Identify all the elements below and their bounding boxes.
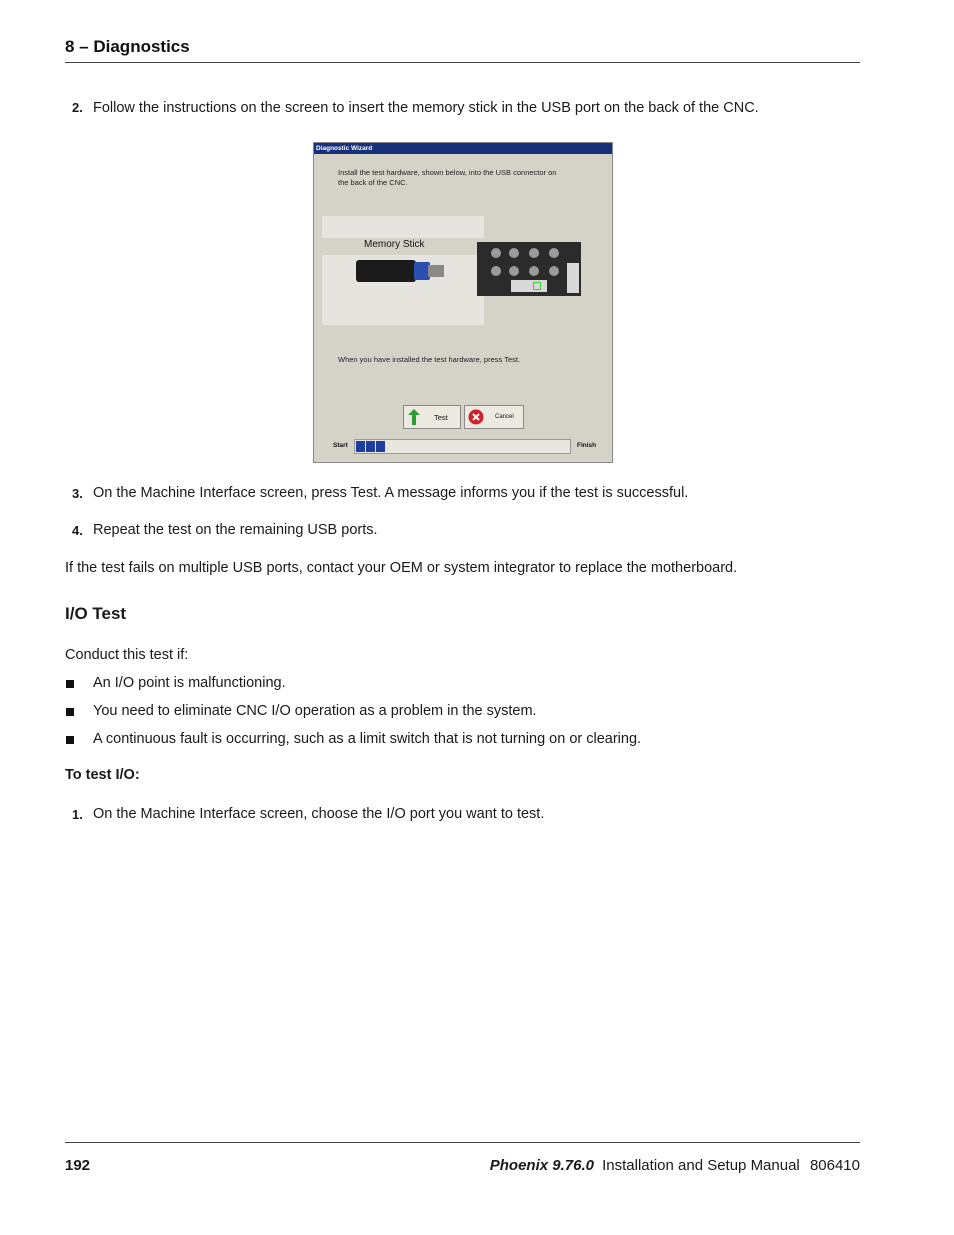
wizard-instruction-line2: the back of the CNC. [338,178,408,187]
wizard-title-bar: Diagnostic Wizard [314,143,612,154]
port-dot [529,248,539,258]
wizard-prompt: When you have installed the test hardware, press Test. [338,355,521,364]
section-heading: I/O Test [65,604,127,623]
wizard-instruction-line1: Install the test hardware, shown below, into the USB connector on [338,168,557,177]
memory-stick-icon [356,260,416,282]
footer-doc-info [490,1157,860,1174]
progress-start-label: Start [333,442,348,449]
step-number: 3. [72,486,83,501]
panel-edge [567,263,579,293]
port-dot [549,248,559,258]
footer-rule [65,1142,860,1143]
port-dot [509,266,519,276]
section-title: 8 – Diagnostics [65,37,190,56]
port-dot [529,266,539,276]
step-text: On the Machine Interface screen, choose the I/O port you want to test. [93,806,545,822]
progress-finish-label: Finish [577,442,597,449]
progress-block [366,441,375,452]
usb-port-highlight [533,282,541,290]
progress-block [356,441,365,452]
memory-stick-label: Memory Stick [364,239,425,250]
close-icon [468,409,484,425]
port-dot [491,266,501,276]
test-button[interactable] [403,405,461,429]
bullet-text: An I/O point is malfunctioning. [93,675,286,691]
port-dot [509,248,519,258]
step-number: 4. [72,523,83,538]
bullet-marker [66,680,74,688]
bullet-marker [66,736,74,744]
manual-title: Installation and Setup Manual [602,1157,800,1174]
image-panel-top [322,216,484,238]
memory-stick-connector [428,265,444,277]
step-number: 1. [72,807,83,822]
cancel-button-label: Cancel [495,414,514,420]
step-text: On the Machine Interface screen, press Test. A message informs you if the test is successful. [93,485,689,501]
progress-block [376,441,385,452]
bullet-text: A continuous fault is occurring, such as a limit switch that is not turning on or clearing. [93,731,642,747]
note-paragraph: If the test fails on multiple USB ports, contact your OEM or system integrator to replace the motherboard. [65,560,738,576]
arrow-up-icon [407,408,421,426]
step-number: 2. [72,100,83,115]
diagnostic-wizard-screenshot [313,142,613,463]
bullet-text: You need to eliminate CNC I/O operation as a problem in the system. [93,703,537,719]
test-button-label: Test [434,413,448,422]
document-number: 806410 [809,1157,860,1174]
procedure-heading: To test I/O: [65,767,140,783]
page-number: 192 [65,1157,91,1174]
product-name: Phoenix 9.76.0 [489,1157,594,1174]
header-rule [65,62,860,63]
intro-text: Conduct this test if: [65,647,189,663]
progress-bar [354,439,571,454]
step-item [72,100,83,116]
usb-port-area [511,280,547,292]
bullet-marker [66,708,74,716]
cancel-button[interactable] [464,405,524,429]
step-text: Follow the instructions on the screen to insert the memory stick in the USB port on the back of the CNC. [93,100,759,116]
port-dot [491,248,501,258]
port-dot [549,266,559,276]
step-text: Repeat the test on the remaining USB ports. [93,522,378,538]
